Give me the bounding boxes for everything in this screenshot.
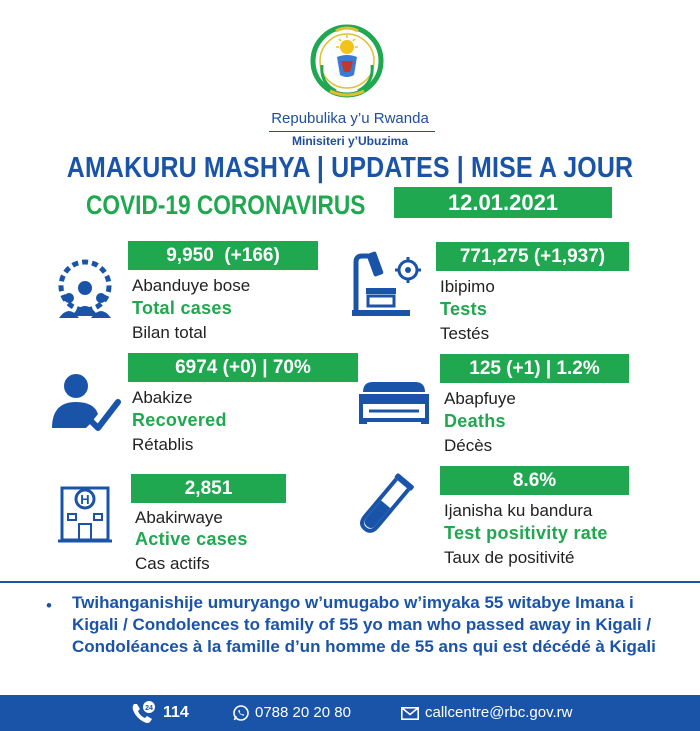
active-cases-label-rw: Abakirwaye xyxy=(135,508,223,527)
contact-footer xyxy=(0,695,700,731)
test-tube-icon xyxy=(352,470,418,540)
svg-text:H: H xyxy=(80,492,90,507)
positivity-label-en: Test positivity rate xyxy=(444,523,608,543)
deaths-label-en: Deaths xyxy=(444,411,506,431)
recovered-label-en: Recovered xyxy=(132,410,227,430)
hospital-icon xyxy=(58,482,112,544)
whatsapp-number[interactable]: 0788 20 20 80 xyxy=(255,704,351,721)
email-icon xyxy=(401,707,419,720)
microscope-icon xyxy=(346,248,424,318)
email-address[interactable]: callcentre@rbc.gov.rw xyxy=(425,704,573,721)
condolence-note: Twihanganishije umuryango w’umugabo w’imyaka 55 witabye Imana i Kigali / Condolences to family of 55 yo man who passed away in Kigali / Condoléances à la famille d’un homme de 55 ans qui est décédé à Kigali xyxy=(72,593,656,656)
ministry-label: Minisiteri y’Ubuzima xyxy=(291,134,409,148)
tests-label-fr: Testés xyxy=(440,324,490,343)
positivity-value: 8.6% xyxy=(440,466,629,495)
positivity-label-fr: Taux de positivité xyxy=(444,548,575,567)
section-divider xyxy=(0,581,700,583)
total-cases-label-en: Total cases xyxy=(132,298,233,318)
deaths-label-fr: Décès xyxy=(444,436,493,455)
note-bullet: • xyxy=(46,596,52,615)
hotline-text: 114 xyxy=(163,704,189,721)
active-cases-value: 2,851 xyxy=(131,474,286,503)
total-cases-label-fr: Bilan total xyxy=(132,323,207,342)
total-cases-value: 9,950 (+166) xyxy=(128,241,318,270)
whatsapp-icon xyxy=(233,705,249,721)
recovered-value: 6974 (+0) | 70% xyxy=(128,353,358,382)
header-divider xyxy=(269,131,435,132)
people-virus-icon xyxy=(52,256,118,322)
deaths-label-rw: Abapfuye xyxy=(444,389,516,408)
active-cases-label-fr: Cas actifs xyxy=(135,554,210,573)
tests-label-rw: Ibipimo xyxy=(440,277,495,296)
active-cases-label-en: Active cases xyxy=(135,529,248,549)
recovered-label-fr: Rétablis xyxy=(132,435,194,454)
hotline-badge: 24 xyxy=(145,705,153,712)
coffin-icon xyxy=(357,380,431,424)
phone-24h-icon xyxy=(130,701,156,725)
person-check-icon xyxy=(50,372,122,434)
total-cases-label-rw: Abanduye bose xyxy=(132,276,251,295)
hotline-number[interactable] xyxy=(163,695,189,731)
page-title: AMAKURU MASHYA | UPDATES | MISE A JOUR xyxy=(66,152,634,184)
deaths-value: 125 (+1) | 1.2% xyxy=(440,354,629,383)
republic-label: Repubulika y’u Rwanda xyxy=(271,110,429,127)
rwanda-coat-of-arms-emblem xyxy=(306,17,388,107)
tests-label-en: Tests xyxy=(440,299,488,319)
page-subtitle: COVID-19 CORONAVIRUS xyxy=(86,190,366,220)
tests-value: 771,275 (+1,937) xyxy=(436,242,629,271)
date-badge: 12.01.2021 xyxy=(394,187,612,218)
recovered-label-rw: Abakize xyxy=(132,388,193,407)
positivity-label-rw: Ijanisha ku bandura xyxy=(444,501,593,520)
